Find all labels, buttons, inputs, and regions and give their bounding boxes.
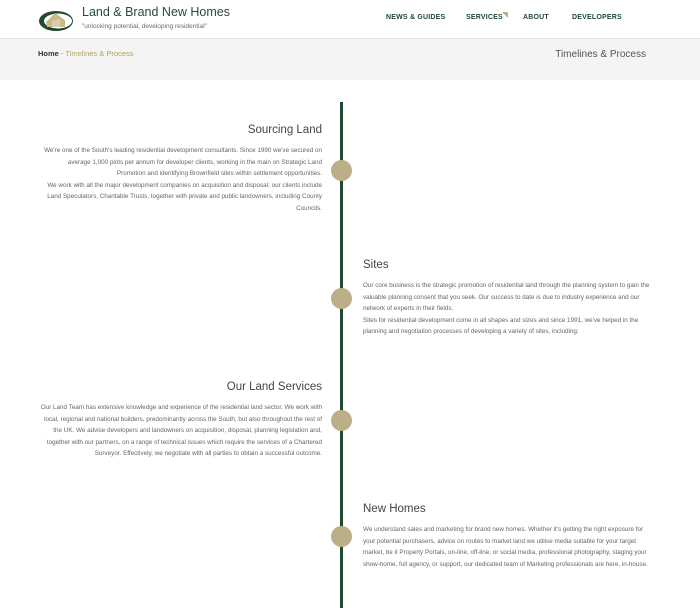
nav-news-guides[interactable]: NEWS & GUIDES: [386, 14, 446, 21]
breadcrumb-separator: -: [58, 49, 66, 58]
section-paragraph: We understand sales and marketing for brand new homes. Whether it's getting the right exposure for your potential purchasers, advice on routes to market land we utilise media suitable for your target market, be it Property Portals, on-line, off-line, or social media, professional photography, staging your show-home, full agency, or support, our dedicated team of Marketing professionals are here, in-house.: [363, 526, 648, 568]
section-body: [363, 280, 653, 338]
section-sourcing-land: [38, 124, 322, 215]
section-body: [38, 145, 322, 215]
brand-tagline: "unlocking potential, developing residential": [82, 23, 207, 30]
section-paragraph: Sites for residential development come in all shapes and sizes and since 1991, we've helped in the planning and negotiation processes of developing a variety of sites, including:: [363, 316, 639, 336]
section-new-homes: [363, 503, 653, 570]
brand-name[interactable]: Land & Brand New Homes: [82, 5, 230, 19]
section-title: Our Land Services: [226, 381, 322, 393]
dropdown-corner-icon[interactable]: [502, 12, 508, 18]
breadcrumb-band: [0, 38, 700, 80]
timeline-dot-icon: [331, 288, 352, 309]
section-body: [38, 402, 322, 460]
section-sites: [363, 259, 653, 338]
section-body: [363, 524, 653, 570]
breadcrumb-home[interactable]: Home: [38, 49, 59, 58]
nav-services[interactable]: SERVICES: [466, 14, 503, 21]
main-nav: [0, 14, 700, 26]
timeline-dot-icon: [331, 526, 352, 547]
breadcrumb-current: Timelines & Process: [65, 49, 134, 58]
section-paragraph: Our core business is the strategic promotion of residential land through the planning system to gain the valuable planning consent that you seek. Our success to date is due to industry experience and our network of experts in their fields.: [363, 282, 650, 313]
site-header: [0, 0, 700, 38]
page-title: Timelines & Process: [555, 49, 646, 60]
timeline-dot-icon: [331, 160, 352, 181]
section-paragraph: Our Land Team has extensive knowledge and experience of the residential land sector. We work with local, regional and national builders, predominantly across the South, but also throughout the rest of the UK. We advise developers and landowners on acquisition, disposal, planning legislation and, together with our partners, on a range of technical issues which require the services of a Chartered Surveyor. Effectively, we negotiate with all parties to obtain a successful outcome.: [40, 404, 322, 458]
section-title: Sourcing Land: [247, 124, 322, 136]
breadcrumb: [38, 49, 133, 58]
section-title: New Homes: [363, 503, 426, 515]
timeline-dot-icon: [331, 410, 352, 431]
section-paragraph: We're one of the South's leading residential development consultants. Since 1990 we've secured on average 1,000 plots per annum for developer clients, working in the main on Strategic Land Promotion and identifying Brownfield sites within settlement opportunities.: [44, 147, 322, 178]
section-paragraph: We work with all the major development companies on acquisition and disposal; our clients include Land Speculators, Charitable Trusts, together with private and public landowners, including County Councils.: [47, 181, 322, 212]
nav-developers[interactable]: DEVELOPERS: [572, 14, 622, 21]
nav-about[interactable]: ABOUT: [523, 14, 549, 21]
section-land-services: [38, 381, 322, 460]
section-title: Sites: [363, 259, 389, 271]
